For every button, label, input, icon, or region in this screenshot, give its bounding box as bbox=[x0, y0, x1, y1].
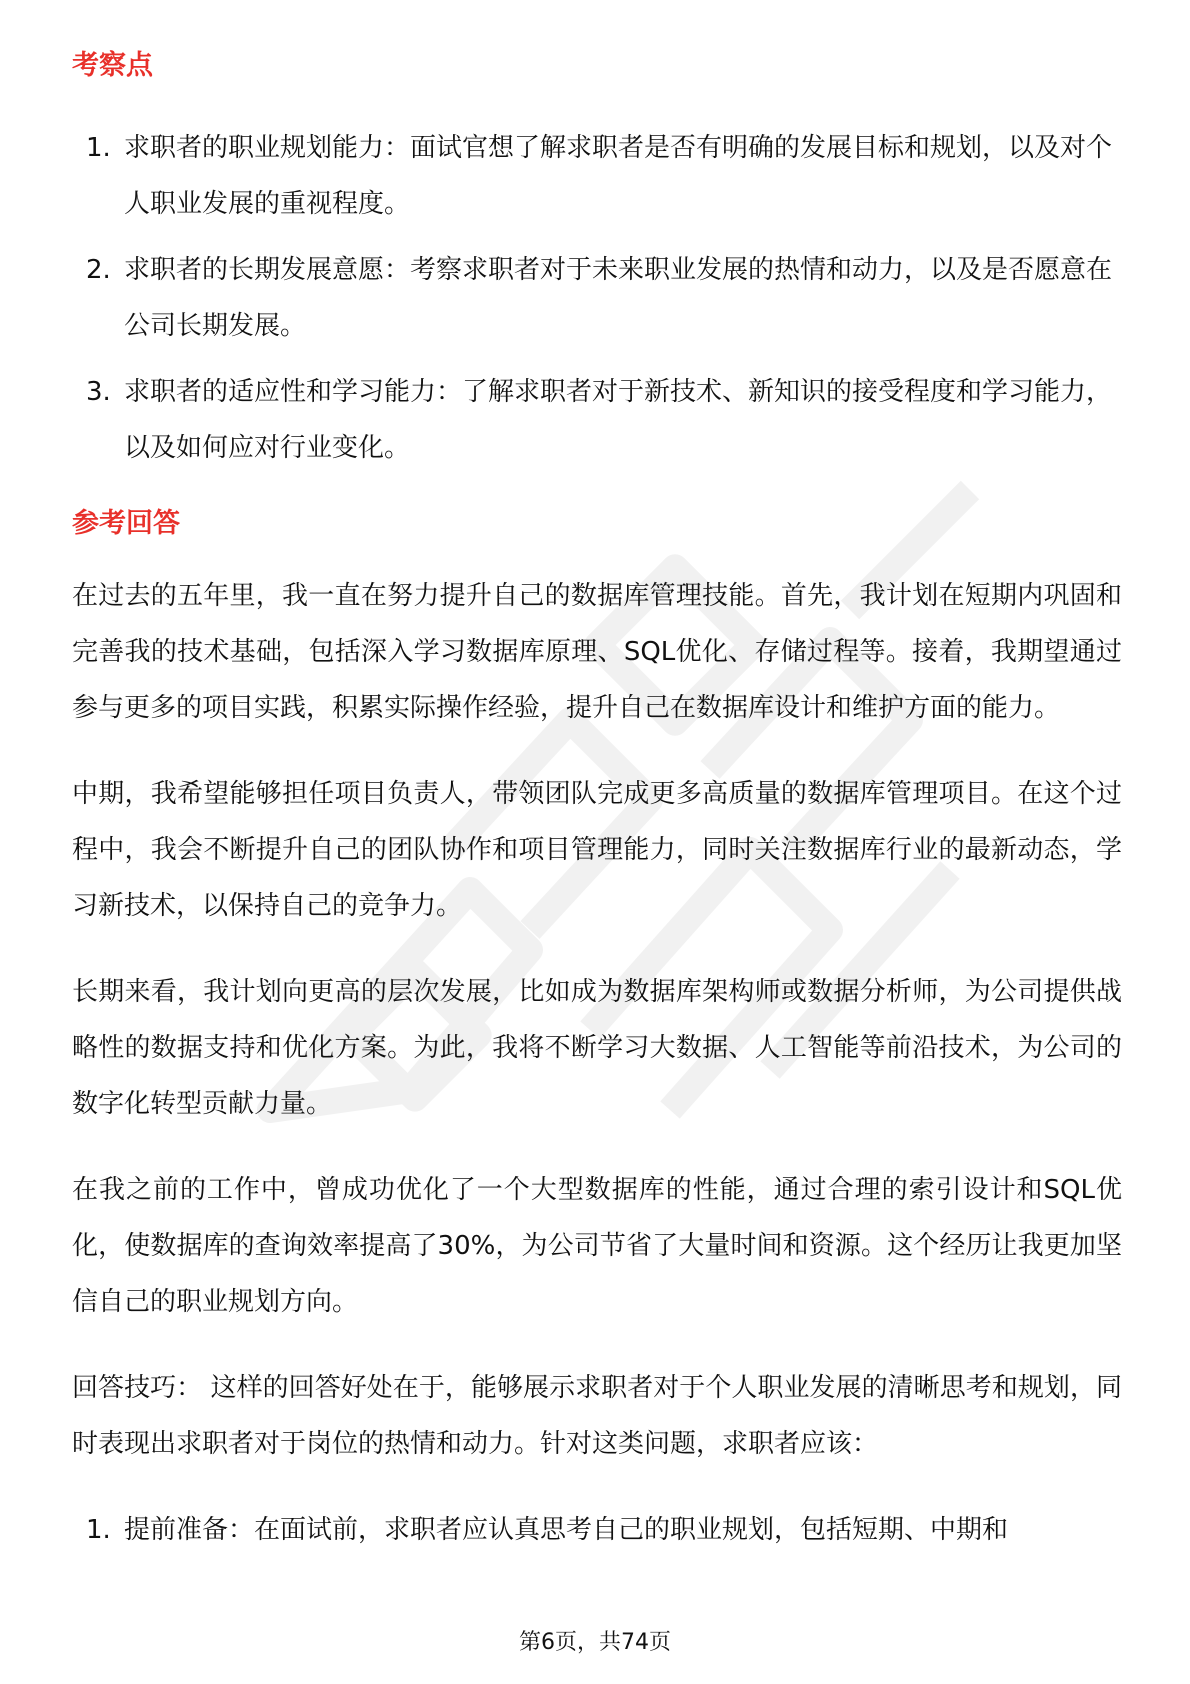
answer-paragraph: 长期来看，我计划向更高的层次发展，比如成为数据库架构师或数据分析师，为公司提供战略性的数据支持和优化方案。为此，我将不断学习大数据、人工智能等前沿技术，为公司的数字化转型贡献力量。 bbox=[72, 977, 1122, 1119]
answer-paragraph: 在我之前的工作中，曾成功优化了一个大型数据库的性能，通过合理的索引设计和SQL优化，使数据库的查询效率提高了30%，为公司节省了大量时间和资源。这个经历让我更加坚信自己的职业规划方向。 bbox=[72, 1175, 1122, 1317]
tips-list bbox=[72, 1502, 1122, 1558]
answer-tips-intro: 回答技巧： 这样的回答好处在于，能够展示求职者对于个人职业发展的清晰思考和规划，同时表现出求职者对于岗位的热情和动力。针对这类问题，求职者应该： bbox=[72, 1373, 1122, 1459]
list-item bbox=[72, 1502, 1122, 1558]
list-item bbox=[72, 364, 1122, 476]
section-title-answer: 参考回答 bbox=[72, 508, 180, 539]
page-number: 第6页，共74页 bbox=[519, 1630, 671, 1655]
list-item bbox=[72, 242, 1122, 354]
answer-paragraph: 中期，我希望能够担任项目负责人，带领团队完成更多高质量的数据库管理项目。在这个过程中，我会不断提升自己的团队协作和项目管理能力，同时关注数据库行业的最新动态，学习新技术，以保持自己的竞争力。 bbox=[72, 779, 1122, 921]
list-number: 1. bbox=[86, 133, 111, 163]
list-text: 提前准备：在面试前，求职者应认真思考自己的职业规划，包括短期、中期和 bbox=[124, 1515, 1009, 1545]
list-text: 求职者的适应性和学习能力：了解求职者对于新技术、新知识的接受程度和学习能力，以及如何应对行业变化。 bbox=[124, 377, 1113, 463]
points-list bbox=[72, 120, 1122, 476]
list-number: 3. bbox=[86, 377, 111, 407]
document-page bbox=[72, 46, 1122, 1568]
list-number: 2. bbox=[86, 255, 111, 285]
list-text: 求职者的职业规划能力：面试官想了解求职者是否有明确的发展目标和规划，以及对个人职业发展的重视程度。 bbox=[124, 133, 1113, 219]
list-item bbox=[72, 120, 1122, 232]
section-title-points: 考察点 bbox=[72, 50, 153, 81]
list-number: 1. bbox=[86, 1515, 111, 1545]
list-text: 求职者的长期发展意愿：考察求职者对于未来职业发展的热情和动力，以及是否愿意在公司长期发展。 bbox=[124, 255, 1113, 341]
answer-paragraph: 在过去的五年里，我一直在努力提升自己的数据库管理技能。首先，我计划在短期内巩固和完善我的技术基础，包括深入学习数据库原理、SQL优化、存储过程等。接着，我期望通过参与更多的项目实践，积累实际操作经验，提升自己在数据库设计和维护方面的能力。 bbox=[72, 581, 1122, 723]
